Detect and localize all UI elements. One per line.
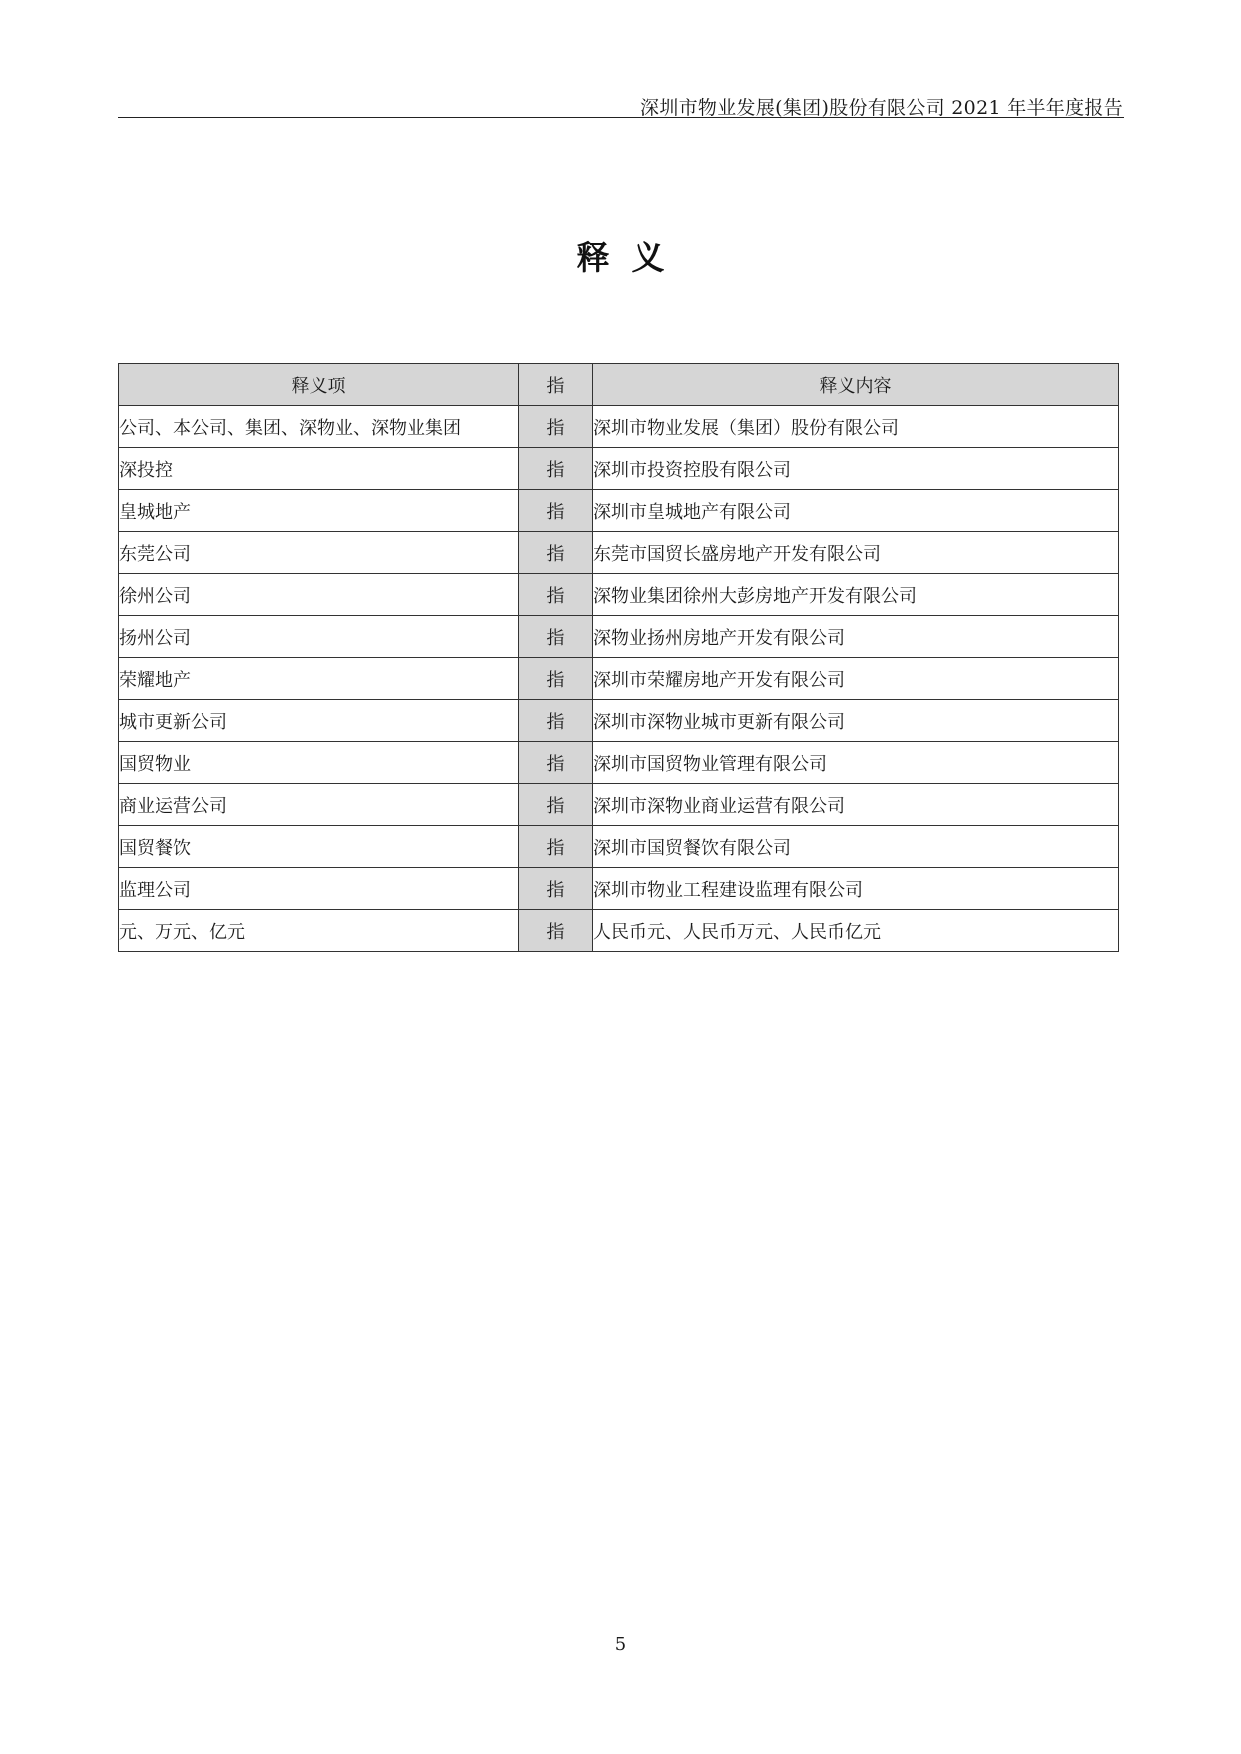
- meaning-cell: 深圳市深物业城市更新有限公司: [593, 700, 1119, 742]
- meaning-cell: 深圳市荣耀房地产开发有限公司: [593, 658, 1119, 700]
- term-cell: 元、万元、亿元: [119, 910, 519, 952]
- table-row: [119, 826, 1119, 868]
- table-row: [119, 658, 1119, 700]
- table-row: [119, 448, 1119, 490]
- header-rule: [118, 117, 1124, 118]
- refers-cell: 指: [519, 532, 593, 574]
- table-header-row: [119, 364, 1119, 406]
- meaning-cell: 人民币元、人民币万元、人民币亿元: [593, 910, 1119, 952]
- table-row: [119, 406, 1119, 448]
- term-cell: 商业运营公司: [119, 784, 519, 826]
- refers-cell: 指: [519, 658, 593, 700]
- term-cell: 东莞公司: [119, 532, 519, 574]
- page-title: 释义: [576, 238, 687, 277]
- term-cell: 国贸物业: [119, 742, 519, 784]
- term-cell: 深投控: [119, 448, 519, 490]
- refers-cell: 指: [519, 784, 593, 826]
- table-row: [119, 910, 1119, 952]
- term-cell: 扬州公司: [119, 616, 519, 658]
- table-row: [119, 868, 1119, 910]
- refers-cell: 指: [519, 448, 593, 490]
- table-body: [119, 406, 1119, 952]
- meaning-cell: 深圳市国贸餐饮有限公司: [593, 826, 1119, 868]
- refers-cell: 指: [519, 910, 593, 952]
- refers-cell: 指: [519, 826, 593, 868]
- meaning-cell: 深物业扬州房地产开发有限公司: [593, 616, 1119, 658]
- meaning-cell: 深圳市深物业商业运营有限公司: [593, 784, 1119, 826]
- meaning-cell: 深圳市物业工程建设监理有限公司: [593, 868, 1119, 910]
- meaning-cell: 深圳市物业发展（集团）股份有限公司: [593, 406, 1119, 448]
- refers-cell: 指: [519, 406, 593, 448]
- meaning-cell: 深物业集团徐州大彭房地产开发有限公司: [593, 574, 1119, 616]
- term-cell: 公司、本公司、集团、深物业、深物业集团: [119, 406, 519, 448]
- column-header-refers: 指: [519, 364, 593, 406]
- refers-cell: 指: [519, 574, 593, 616]
- term-cell: 监理公司: [119, 868, 519, 910]
- page-number: 5: [614, 1634, 627, 1655]
- term-cell: 国贸餐饮: [119, 826, 519, 868]
- table-row: [119, 532, 1119, 574]
- table-row: [119, 700, 1119, 742]
- meaning-cell: 深圳市皇城地产有限公司: [593, 490, 1119, 532]
- refers-cell: 指: [519, 868, 593, 910]
- column-header-meaning: 释义内容: [593, 364, 1119, 406]
- table-row: [119, 742, 1119, 784]
- definitions-table: [118, 363, 1119, 952]
- column-header-term: 释义项: [119, 364, 519, 406]
- page-header: 深圳市物业发展(集团)股份有限公司 2021 年半年度报告: [640, 97, 1123, 119]
- refers-cell: 指: [519, 490, 593, 532]
- meaning-cell: 深圳市国贸物业管理有限公司: [593, 742, 1119, 784]
- term-cell: 荣耀地产: [119, 658, 519, 700]
- term-cell: 皇城地产: [119, 490, 519, 532]
- meaning-cell: 东莞市国贸长盛房地产开发有限公司: [593, 532, 1119, 574]
- table-row: [119, 574, 1119, 616]
- table-row: [119, 616, 1119, 658]
- term-cell: 城市更新公司: [119, 700, 519, 742]
- refers-cell: 指: [519, 700, 593, 742]
- term-cell: 徐州公司: [119, 574, 519, 616]
- meaning-cell: 深圳市投资控股有限公司: [593, 448, 1119, 490]
- table-row: [119, 490, 1119, 532]
- refers-cell: 指: [519, 742, 593, 784]
- table-row: [119, 784, 1119, 826]
- refers-cell: 指: [519, 616, 593, 658]
